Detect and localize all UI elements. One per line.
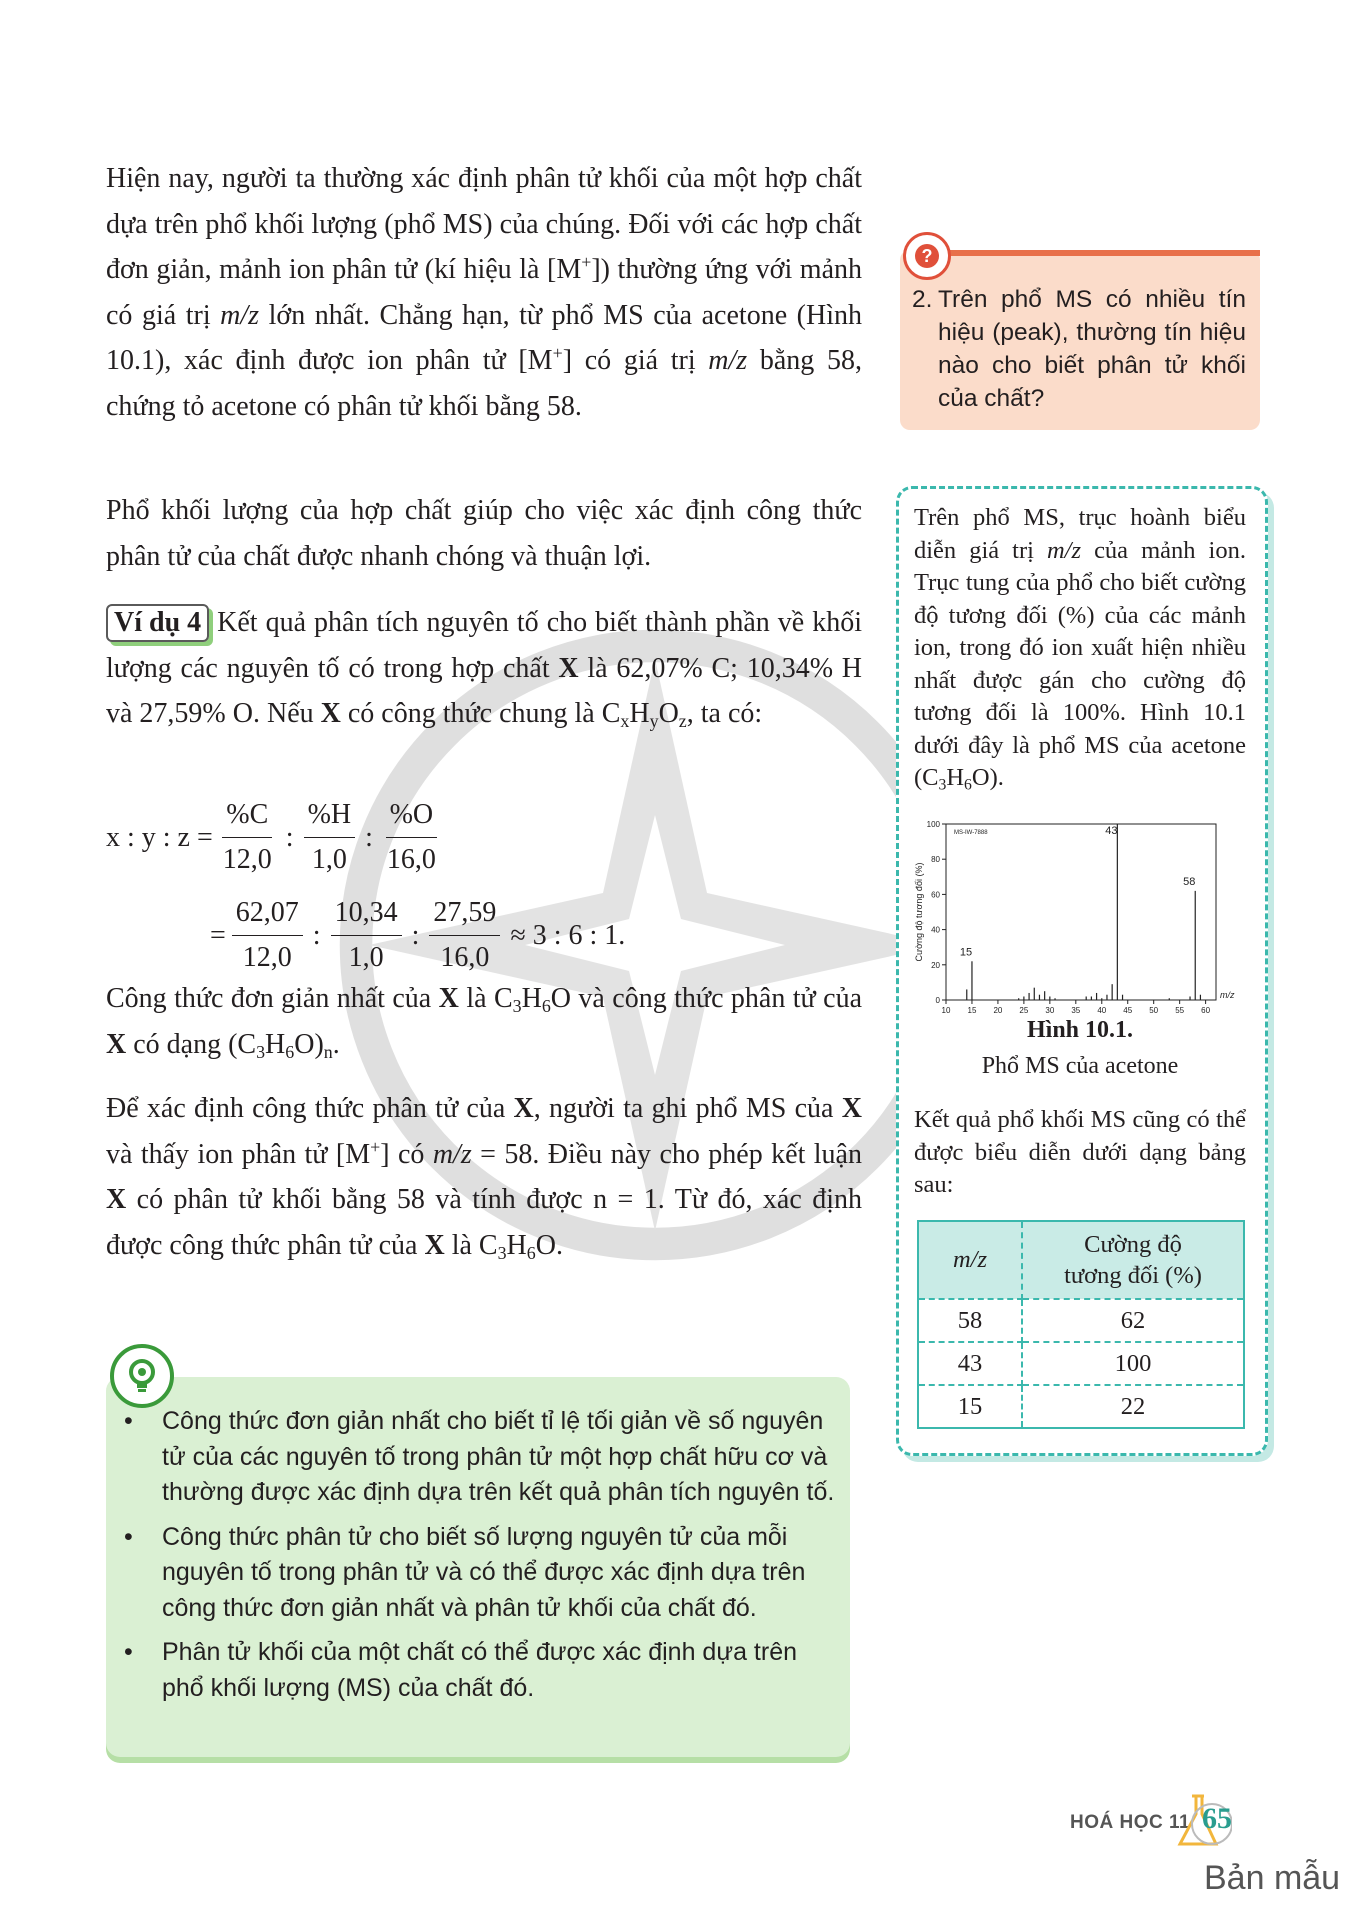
list-item: • Công thức đơn giản nhất cho biết tỉ lệ tối giản về số nguyên tử của các nguyên tố trong phân tử một hợp chất hữu cơ và thường được xác định dựa trên kết quả phân tích nguyên tố. (106, 1404, 836, 1511)
figure-label: Hình 10.1. (1026, 1017, 1134, 1043)
table-row: 43 100 (918, 1342, 1244, 1385)
intro-paragraph-2: Phổ khối lượng của hợp chất giúp cho việc xác định công thức phân tử của chất được nhanh chóng và thuận lợi. (106, 495, 862, 572)
ms-spectrum-chart (910, 816, 1250, 1022)
x-tick-label: 40 (1097, 1006, 1107, 1015)
question-mark-icon (903, 232, 951, 280)
sample-stamp: Bản mẫu (1204, 1859, 1341, 1897)
x-tick-label: 55 (1175, 1006, 1185, 1015)
fraction-o-value: $\frac{27,59}{16,0}$ (429, 893, 500, 978)
peak-label: 58 (1183, 875, 1196, 888)
page-number: 65 (1202, 1802, 1232, 1835)
svg-text:?: ? (921, 246, 933, 266)
chart-id-label: MS-IW-7888 (954, 830, 988, 836)
lightbulb-icon (110, 1344, 174, 1408)
x-tick-label: 35 (1071, 1006, 1081, 1015)
ms-table-header-intensity: Cường độ tương đối (%) (1022, 1221, 1244, 1299)
x-tick-label: 20 (993, 1006, 1003, 1015)
x-tick-label: 30 (1045, 1006, 1055, 1015)
intro-paragraph-1: Hiện nay, người ta thường xác định phân tử khối của một hợp chất dựa trên phổ khối lượng (phổ MS) của chúng. Đối với các hợp chất đơn giản, mảnh ion phân tử (kí hiệu là [M+]) thường ứng với mảnh có giá trị m/z lớn nhất. Chẳng hạn, từ phổ MS của acetone (Hình 10.1), xác định được ion phân tử [M+] có giá trị m/z bằng 58, chứng tỏ acetone có phân tử khối bằng 58. (106, 163, 862, 422)
y-tick-label: 20 (931, 960, 940, 970)
ms-table-header-mz: m/z (918, 1221, 1022, 1299)
book-title: HOÁ HỌC 11 (1070, 1812, 1191, 1833)
question-divider (940, 250, 1260, 256)
x-tick-label: 45 (1123, 1006, 1133, 1015)
y-tick-label: 60 (931, 890, 940, 900)
table-row: 15 22 (918, 1385, 1244, 1428)
peak-label: 43 (1105, 825, 1118, 837)
x-axis-label: m/z (1220, 990, 1235, 1000)
example-conclusion-2: Để xác định công thức phân tử của X, người ta ghi phổ MS của X và thấy ion phân tử [M+] có m/z = 58. Điều này cho phép kết luận X có phân tử khối bằng 58 và tính được n = 1. Từ đó, xác định được công thức phân tử của X là $C_3H_6O$. (106, 1093, 862, 1263)
x-tick-label: 10 (941, 1006, 951, 1015)
list-item: • Phân tử khối của một chất có thể được xác định dựa trên phổ khối lượng (MS) của chất đó. (106, 1635, 836, 1706)
y-axis-label: Cường độ tương đối (%) (914, 862, 924, 962)
y-tick-label: 40 (931, 925, 940, 935)
fraction-c: $\frac{\%C}{12,0}$ (219, 795, 276, 880)
example-4-text: Ví dụ 4 Kết quả phân tích nguyên tố cho biết thành phần về khối lượng các nguyên tố có trong hợp chất X là 62,07% C; 10,34% H và 27,59% O. Nếu X có công thức chung là $C_xH_yO_z$, ta có: (106, 600, 862, 737)
table-row: 58 62 (918, 1299, 1244, 1342)
chart-frame (946, 824, 1216, 1000)
summary-list (106, 1404, 836, 1715)
fraction-h-value: $\frac{10,34}{1,0}$ (331, 893, 402, 978)
ratio-equation-2: = $\frac{62,07}{12,0}$ : $\frac{10,34}{1,0}$ : $\frac{27,59}{16,0}$ ≈ 3 : 6 : 1. (210, 893, 629, 978)
x-tick-label: 15 (967, 1006, 977, 1015)
x-tick-label: 50 (1149, 1006, 1159, 1015)
fraction-c-value: $\frac{62,07}{12,0}$ (232, 893, 303, 978)
example-badge: Ví dụ 4 (106, 604, 209, 642)
x-tick-label: 25 (1019, 1006, 1029, 1015)
ms-table (917, 1220, 1245, 1429)
example-conclusion-1: Công thức đơn giản nhất của X là $C_3H_6O$ và công thức phân tử của X có dạng $(C_3H_6O)_n$. (106, 983, 863, 1062)
list-item: • Công thức phân tử cho biết số lượng nguyên tử của mỗi nguyên tố trong phân tử và có thể được xác định dựa trên công thức đơn giản nhất và phân tử khối của chất đó. (106, 1520, 836, 1627)
question-2: 2. Trên phổ MS có nhiều tín hiệu (peak), thường tín hiệu nào cho biết phân tử khối của chất? (912, 286, 1246, 412)
ratio-equation-1: x : y : z = $\frac{\%C}{12,0}$ : $\frac{\%H}{1,0}$ : $\frac{\%O}{16,0}$ (106, 795, 446, 880)
figure-caption: Phổ MS của acetone (981, 1053, 1179, 1079)
side-info-text: Trên phổ MS, trục hoành biểu diễn giá trị m/z của mảnh ion. Trục tung của phổ cho biết cường độ tương đối (%) của các mảnh ion, trong đó ion xuất hiện nhiều nhất được gán cho cường độ tương đối là 100%. Hình 10.1 dưới đây là phổ MS của acetone $(C_3H_6O)$. (914, 504, 1246, 794)
y-tick-label: 0 (935, 996, 940, 1005)
fraction-o: $\frac{\%O}{16,0}$ (383, 795, 440, 880)
peak-label: 15 (959, 946, 973, 959)
x-tick-label: 60 (1201, 1006, 1211, 1015)
y-tick-label: 100 (926, 820, 940, 829)
fraction-h: $\frac{\%H}{1,0}$ (304, 795, 356, 880)
y-tick-label: 80 (931, 855, 940, 865)
side-table-intro: Kết quả phổ khối MS cũng có thể được biểu diễn dưới dạng bảng sau: (914, 1106, 1246, 1198)
